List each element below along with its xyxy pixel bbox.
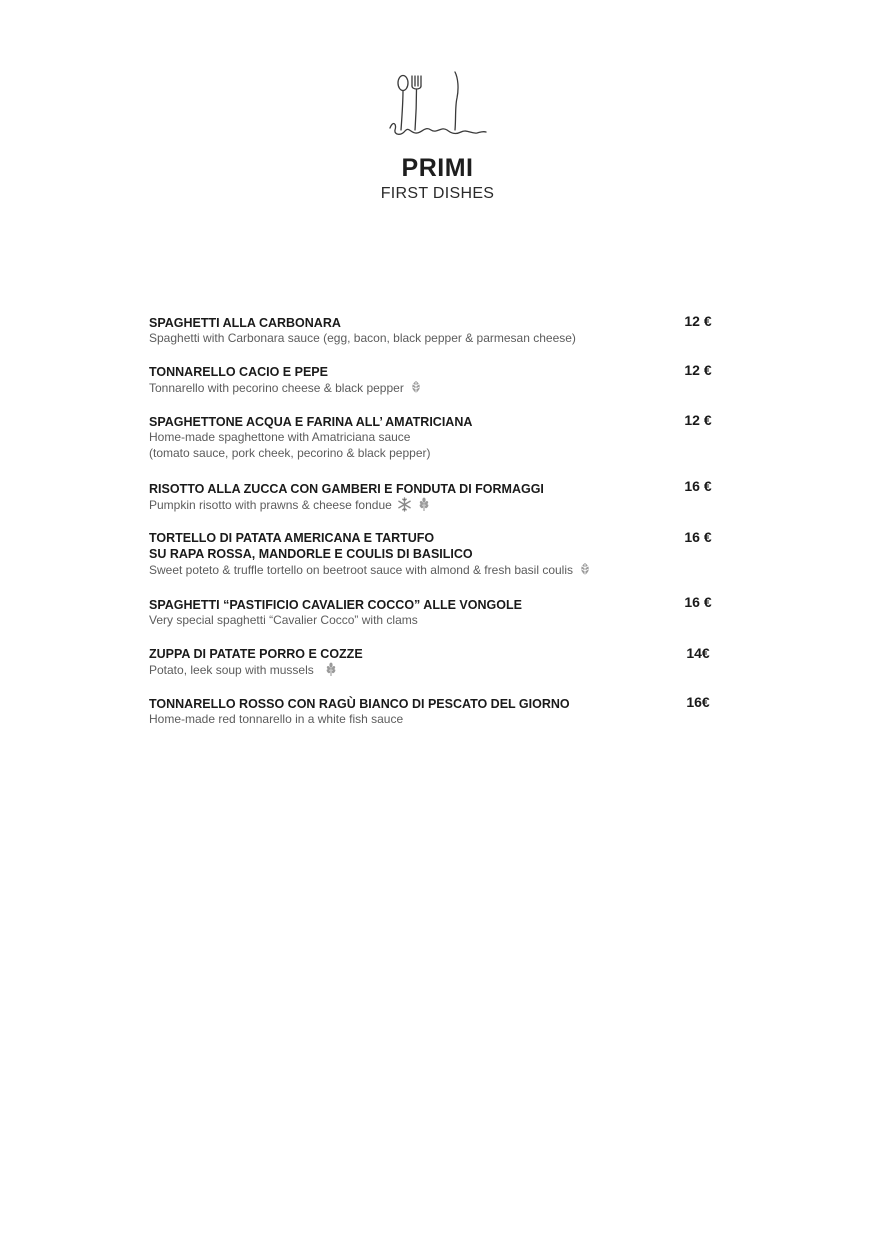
dish-description: Very special spaghetti “Cavalier Cocco” with clams [149,613,418,627]
dish-price: 16 € [684,478,712,494]
dish-description: Potato, leek soup with mussels [149,662,729,679]
dish-description: Home-made spaghettone with Amatriciana sauce [149,430,411,444]
dish-name: ZUPPA DI PATATE PORRO E COZZE [149,647,363,661]
menu-item [149,315,729,347]
menu-item [149,646,729,679]
menu-item [149,530,729,579]
dish-price: 16€ [686,694,710,710]
leaf-icon [409,380,423,395]
menu-item [149,696,729,728]
dish-description: Tonnarello with pecorino cheese & black pepper [149,380,729,397]
menu-item [149,364,729,397]
dish-price: 12 € [684,362,712,378]
menu-item [149,481,729,514]
dish-price: 12 € [684,412,712,428]
dish-name: TONNARELLO CACIO E PEPE [149,365,328,379]
wheat-icon [417,497,431,512]
dish-price: 16 € [684,594,712,610]
page-title: PRIMI [401,154,474,182]
cutlery-logo-icon [385,68,491,144]
dish-description: Pumpkin risotto with prawns & cheese fondue [149,497,729,514]
dish-description: Sweet poteto & truffle tortello on beetroot sauce with almond & fresh basil coulis [149,562,729,579]
dish-price: 14€ [686,645,710,661]
dish-name: SPAGHETTI “PASTIFICIO CAVALIER COCCO” ALLE VONGOLE [149,598,522,612]
dish-price: 12 € [684,313,712,329]
dish-name: SPAGHETTONE ACQUA E FARINA ALL’ AMATRICIANA [149,415,473,429]
menu-item [149,414,729,461]
snowflake-icon [397,497,412,512]
leaf-icon [578,562,592,577]
dish-name: RISOTTO ALLA ZUCCA CON GAMBERI E FONDUTA DI FORMAGGI [149,482,544,496]
menu-item [149,597,729,629]
dish-name: TONNARELLO ROSSO CON RAGÙ BIANCO DI PESCATO DEL GIORNO [149,697,570,711]
dish-name-line-2: SU RAPA ROSSA, MANDORLE E COULIS DI BASILICO [149,547,473,561]
dish-description: Home-made red tonnarello in a white fish sauce [149,712,404,726]
dish-description: Spaghetti with Carbonara sauce (egg, bacon, black pepper & parmesan cheese) [149,331,576,345]
dish-name: TORTELLO DI PATATA AMERICANA E TARTUFO [149,531,435,545]
page-subtitle: FIRST DISHES [380,185,495,202]
dish-description: (tomato sauce, pork cheek, pecorino & black pepper) [149,445,431,460]
dish-price: 16 € [684,529,712,545]
dish-name: SPAGHETTI ALLA CARBONARA [149,316,341,330]
wheat-icon [324,662,338,677]
